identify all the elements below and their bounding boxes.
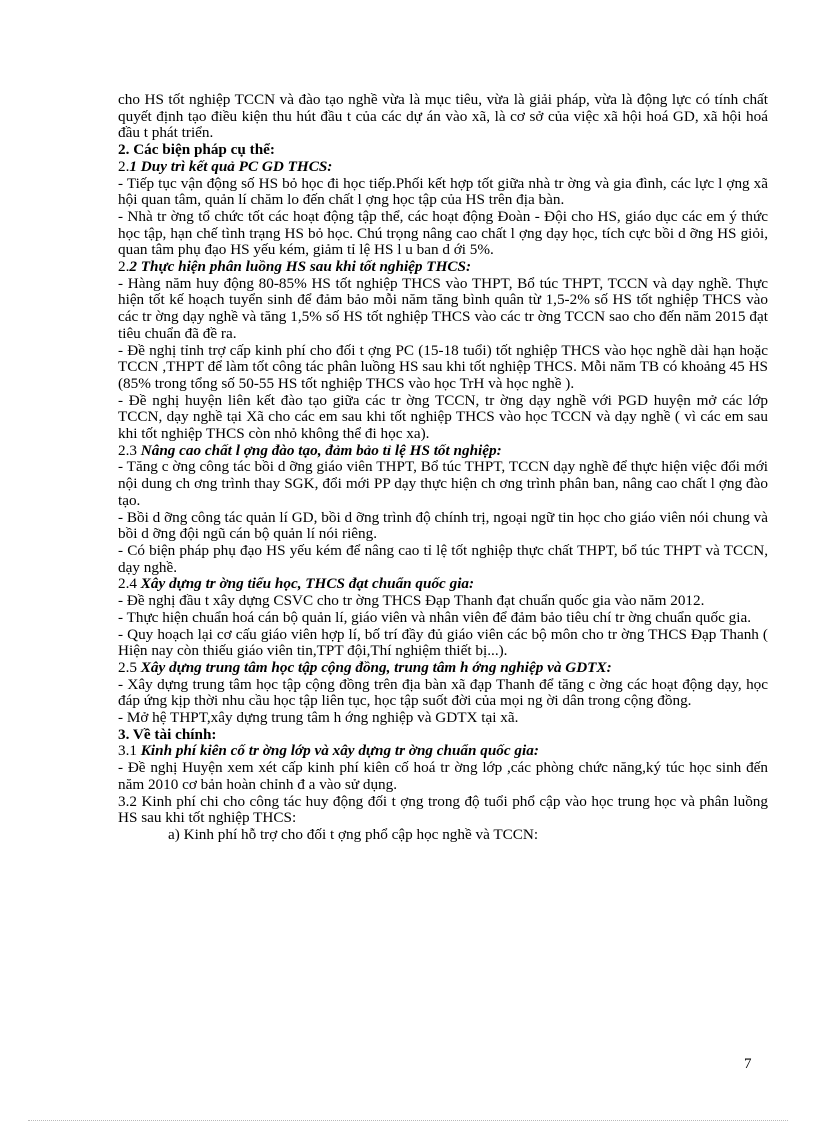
paragraph: - Thực hiện chuẩn hoá cán bộ quản lí, giáo viên và nhân viên để đảm bảo tiêu chí tr ờng chuẩn quốc gia. — [118, 608, 751, 626]
page-number: 7 — [744, 1056, 752, 1072]
subsection-title: 1 Duy trì kết quả PC GD THCS: — [129, 157, 333, 175]
subsection-title: Kinh phí kiên cố tr ờng lớp và xây dựng tr ờng chuẩn quốc gia: — [136, 742, 539, 760]
subsection-heading — [118, 159, 768, 176]
subsection-number: 2.5 — [118, 658, 137, 676]
subsection-title: Xây dựng trung tâm học tập cộng đồng, trung tâm h ớng nghiệp và GDTX: — [136, 658, 612, 676]
subsection-title: Xây dựng tr ờng tiểu học, THCS đạt chuẩn quốc gia: — [136, 575, 475, 593]
subsection-number: 2.4 — [118, 575, 137, 593]
paragraph: - Hàng năm huy động 80-85% HS tốt nghiệp THCS vào THPT, Bổ túc THPT, TCCN và dạy nghề. Thực hiện tốt kế hoạch tuyển sinh để đảm bảo mỗi năm tăng bình quân từ 1,5-2% số HS tốt nghiệp THCS vào các tr ờng dạy nghề và tăng 1,5% số HS tốt nghiệp THCS vào các tr ờng TCCN sao cho đến năm 2015 đạt tiêu chuẩn đã đề ra. — [118, 274, 768, 342]
paragraph: - Đề nghị tỉnh trợ cấp kinh phí cho đối t ợng PC (15-18 tuổi) tốt nghiệp THCS vào học nghề dài hạn hoặc TCCN ,THPT để làm tốt công tác phân luồng HS sau khi tốt nghiệp THCS. Mỗi năm TB có khoảng 45 HS (85% trong tổng số 50-55 HS tốt nghiệp THCS vào học TrH và học nghề ). — [118, 341, 768, 392]
paragraph: - Có biện pháp phụ đạo HS yếu kém để nâng cao tỉ lệ tốt nghiệp thực chất THPT, bổ túc THPT và TCCN, dạy nghề. — [118, 541, 768, 576]
section-heading: 3. Về tài chính: — [118, 725, 217, 743]
subsection-title: 2 Thực hiện phân luồng HS sau khi tốt nghiệp THCS: — [129, 258, 472, 276]
subsection-heading — [118, 743, 768, 760]
section-heading: 2. Các biện pháp cụ thể: — [118, 141, 275, 159]
subsection-number: 2. — [118, 258, 130, 276]
paragraph: - Tăng c ờng công tác bồi d ỡng giáo viên THPT, Bổ túc THPT, TCCN dạy nghề để thực hiện việc đổi mới nội dung ch ơng trình thay SGK, đổi mới PP dạy thực hiện ch ơng trình phân ban, nâng cao chất l ợng đào tạo. — [118, 458, 768, 509]
subsection-number: 3.1 — [118, 742, 137, 760]
subsection-title: Nâng cao chất l ợng đào tạo, đảm bảo tỉ lệ HS tốt nghiệp: — [136, 441, 502, 459]
subsection-number: 2. — [118, 157, 130, 175]
page-bottom-divider — [28, 1120, 788, 1121]
paragraph: cho HS tốt nghiệp TCCN và đào tạo nghề vừa là mục tiêu, vừa là giải pháp, vừa là động lực có tính chất quyết định tạo điều kiện thu hút đầu t của các dự án vào xã, là cơ sở của việc xã hội hoá GD, xã hội hoá đầu t phát triển. — [118, 91, 768, 142]
paragraph: - Xây dựng trung tâm học tập cộng đồng trên địa bàn xã đạp Thanh để tăng c ờng các hoạt động dạy, học đáp ứng kịp thời nhu cầu học tập liên tục, học tập suốt đời của mọi ng ời dân trong cộng đồng. — [118, 675, 768, 710]
paragraph: - Nhà tr ờng tổ chức tốt các hoạt động tập thể, các hoạt động Đoàn - Đội cho HS, giáo dục các em ý thức học tập, hạn chế tình trạng HS bỏ học. Chú trọng nâng cao chất l ợng dạy học, tích cực bồi d ỡng HS giỏi, quan tâm phụ đạo HS yếu kém, giảm tỉ lệ HS l u ban d ới 5%. — [118, 207, 768, 259]
paragraph: - Tiếp tục vận động số HS bỏ học đi học tiếp.Phối kết hợp tốt giữa nhà tr ờng và gia đình, các lực l ợng xã hội quan tâm, quản lí chăm lo đến chất l ợng học tập của HS trên địa bàn. — [118, 174, 768, 209]
paragraph: 3.2 Kinh phí chi cho công tác huy động đối t ợng trong độ tuổi phổ cập vào học trung học và phân luồng HS sau khi tốt nghiệp THCS: — [118, 792, 768, 827]
paragraph: - Đề nghị huyện liên kết đào tạo giữa các tr ờng TCCN, tr ờng dạy nghề với PGD huyện mở các lớp TCCN, dạy nghề tại Xã cho các em sau khi tốt nghiệp THCS vào học TCCN và dạy nghề ( vì các em sau khi tốt nghiệp THCS còn nhỏ không thể đi học xa). — [118, 391, 768, 443]
subsection-heading — [118, 576, 768, 593]
subsection-heading — [118, 660, 768, 677]
paragraph: - Đề nghị Huyện xem xét cấp kinh phí kiên cố hoá tr ờng lớp ,các phòng chức năng,ký túc học sinh đến năm 2010 cơ bản hoàn chỉnh đ a vào sử dụng. — [118, 759, 768, 793]
paragraph: - Bồi d ỡng công tác quản lí GD, bồi d ỡng trình độ chính trị, ngoại ngữ tin học cho giáo viên nói chung và bồi d ỡng đội ngũ cán bộ quản lí nói riêng. — [118, 508, 768, 543]
paragraph: - Mở hệ THPT,xây dựng trung tâm h ớng nghiệp và GDTX tại xã. — [118, 709, 519, 727]
document-body — [118, 92, 768, 844]
paragraph: - Đề nghị đầu t xây dựng CSVC cho tr ờng THCS Đạp Thanh đạt chuẩn quốc gia vào năm 2012. — [118, 592, 705, 610]
subsection-heading — [118, 259, 768, 276]
subsection-number: 2.3 — [118, 441, 137, 459]
indented-paragraph: a) Kinh phí hỗ trợ cho đối t ợng phổ cập học nghề và TCCN: — [168, 825, 539, 843]
paragraph: - Quy hoạch lại cơ cấu giáo viên hợp lí, bố trí đầy đủ giáo viên các bộ môn cho tr ờng THCS Đạp Thanh ( Hiện nay còn thiếu giáo viên tin,TPT đội,Thí nghiệm thiết bị...). — [118, 625, 768, 660]
subsection-heading — [118, 443, 768, 460]
